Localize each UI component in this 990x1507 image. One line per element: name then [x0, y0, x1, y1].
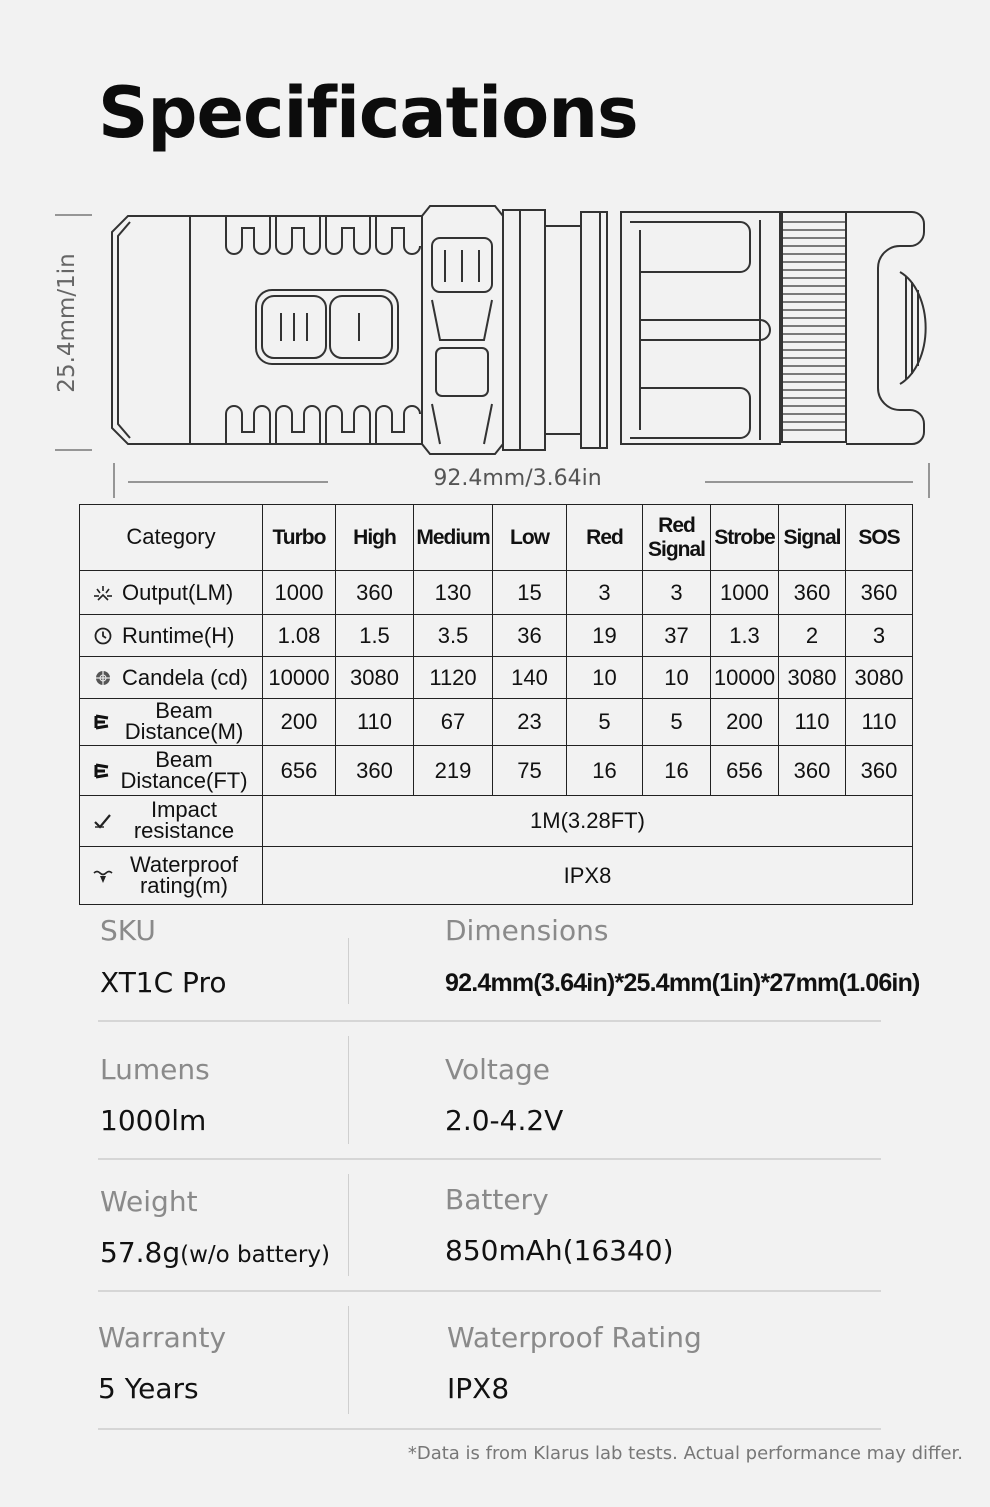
row-label-text: Candela (cd)	[122, 664, 248, 690]
header-high: High	[336, 505, 414, 571]
table-cell: 1.5	[336, 615, 414, 657]
header-sos: SOS	[846, 505, 913, 571]
table-row	[80, 699, 913, 746]
header-turbo: Turbo	[263, 505, 336, 571]
sparkle-icon	[92, 582, 114, 604]
row-label-beam-ft	[80, 746, 263, 796]
table-cell: 10000	[711, 657, 779, 699]
table-row	[80, 847, 913, 905]
sku-label: SKU	[100, 914, 156, 947]
height-dimension-label: 25.4mm/1in	[54, 253, 80, 393]
table-cell: 3080	[846, 657, 913, 699]
table-cell: 75	[493, 746, 567, 796]
table-cell: 67	[414, 699, 493, 746]
weight-note: (w/o battery)	[180, 1242, 330, 1268]
row-label-output	[80, 571, 263, 615]
dimensions-value: 92.4mm(3.64in)*25.4mm(1in)*27mm(1.06in)	[445, 969, 920, 997]
battery-label: Battery	[445, 1183, 549, 1216]
clock-icon	[92, 625, 114, 647]
header-category: Category	[80, 505, 263, 571]
table-cell: 3.5	[414, 615, 493, 657]
table-cell: 2	[779, 615, 846, 657]
table-cell: 10000	[263, 657, 336, 699]
waterproof-icon	[92, 865, 114, 887]
candela-icon	[92, 667, 114, 689]
table-cell: 360	[336, 746, 414, 796]
battery-value: 850mAh(16340)	[445, 1234, 674, 1267]
table-cell: 3	[567, 571, 643, 615]
flashlight-diagram	[0, 0, 990, 500]
waterproof-rating-label: Waterproof Rating	[447, 1321, 702, 1354]
header-strobe: Strobe	[711, 505, 779, 571]
table-cell: 140	[493, 657, 567, 699]
table-cell: 656	[263, 746, 336, 796]
table-cell: 360	[846, 571, 913, 615]
table-cell: 1000	[263, 571, 336, 615]
warranty-label: Warranty	[98, 1321, 227, 1354]
row-divider	[98, 1290, 881, 1292]
row-label-text: Output(LM)	[122, 579, 234, 605]
beam-icon	[92, 760, 114, 782]
header-signal: Signal	[779, 505, 846, 571]
table-cell: 219	[414, 746, 493, 796]
column-divider	[348, 1174, 349, 1276]
table-cell: 19	[567, 615, 643, 657]
column-divider	[348, 938, 349, 1004]
row-label-impact	[80, 796, 263, 847]
row-label-waterproof	[80, 847, 263, 905]
row-label-beam-m	[80, 699, 263, 746]
waterproof-rating-value: IPX8	[447, 1372, 510, 1405]
dimensions-label: Dimensions	[445, 914, 609, 947]
lumens-value: 1000lm	[100, 1104, 207, 1137]
table-cell: 3080	[779, 657, 846, 699]
row-divider	[98, 1428, 881, 1430]
row-label-text: Beam Distance(FT)	[120, 746, 248, 793]
table-cell: 1.08	[263, 615, 336, 657]
row-label-text: Beam Distance(M)	[124, 698, 244, 744]
table-cell: 360	[779, 746, 846, 796]
weight-value: 57.8g(w/o battery)	[100, 1236, 330, 1269]
table-cell: 23	[493, 699, 567, 746]
table-cell: 200	[263, 699, 336, 746]
table-cell: 200	[711, 699, 779, 746]
table-row	[80, 571, 913, 615]
header-low: Low	[493, 505, 567, 571]
table-cell: 3080	[336, 657, 414, 699]
header-red-signal: Red Signal	[643, 505, 711, 571]
voltage-label: Voltage	[445, 1053, 551, 1086]
header-red: Red	[567, 505, 643, 571]
warranty-value: 5 Years	[98, 1372, 199, 1405]
table-row	[80, 796, 913, 847]
row-label-candela	[80, 657, 263, 699]
table-cell: 16	[567, 746, 643, 796]
length-dimension-label: 92.4mm/3.64in	[433, 466, 602, 491]
table-cell: 1.3	[711, 615, 779, 657]
table-row	[80, 746, 913, 796]
page-title: Specifications	[98, 72, 638, 154]
row-label-text: Runtime(H)	[122, 622, 235, 648]
row-label-runtime	[80, 615, 263, 657]
table-cell: 5	[643, 699, 711, 746]
row-divider	[98, 1020, 881, 1022]
table-header-row	[80, 505, 913, 571]
table-cell: 3	[643, 571, 711, 615]
waterproof-value: IPX8	[263, 847, 913, 905]
table-cell: 1000	[711, 571, 779, 615]
table-cell: 1120	[414, 657, 493, 699]
impact-value: 1M(3.28FT)	[263, 796, 913, 847]
table-cell: 110	[336, 699, 414, 746]
table-cell: 3	[846, 615, 913, 657]
weight-label: Weight	[100, 1185, 198, 1218]
column-divider	[348, 1306, 349, 1414]
column-divider	[348, 1036, 349, 1144]
table-cell: 110	[846, 699, 913, 746]
table-row	[80, 657, 913, 699]
beam-icon	[92, 711, 114, 733]
table-cell: 36	[493, 615, 567, 657]
impact-icon	[92, 810, 114, 832]
spec-table	[79, 504, 913, 905]
table-cell: 16	[643, 746, 711, 796]
table-cell: 37	[643, 615, 711, 657]
table-cell: 10	[643, 657, 711, 699]
table-cell: 656	[711, 746, 779, 796]
row-divider	[98, 1158, 881, 1160]
table-cell: 5	[567, 699, 643, 746]
voltage-value: 2.0-4.2V	[445, 1104, 564, 1137]
table-row	[80, 615, 913, 657]
row-label-text: Waterproof rating(m)	[129, 851, 238, 898]
lumens-label: Lumens	[100, 1053, 210, 1086]
row-label-text: Impact resistance	[133, 797, 235, 843]
table-cell: 360	[779, 571, 846, 615]
table-cell: 15	[493, 571, 567, 615]
sku-value: XT1C Pro	[100, 966, 227, 999]
table-cell: 360	[336, 571, 414, 615]
table-cell: 110	[779, 699, 846, 746]
table-cell: 10	[567, 657, 643, 699]
table-cell: 130	[414, 571, 493, 615]
footnote: *Data is from Klarus lab tests. Actual performance may differ.	[407, 1443, 963, 1464]
table-cell: 360	[846, 746, 913, 796]
header-medium: Medium	[414, 505, 493, 571]
